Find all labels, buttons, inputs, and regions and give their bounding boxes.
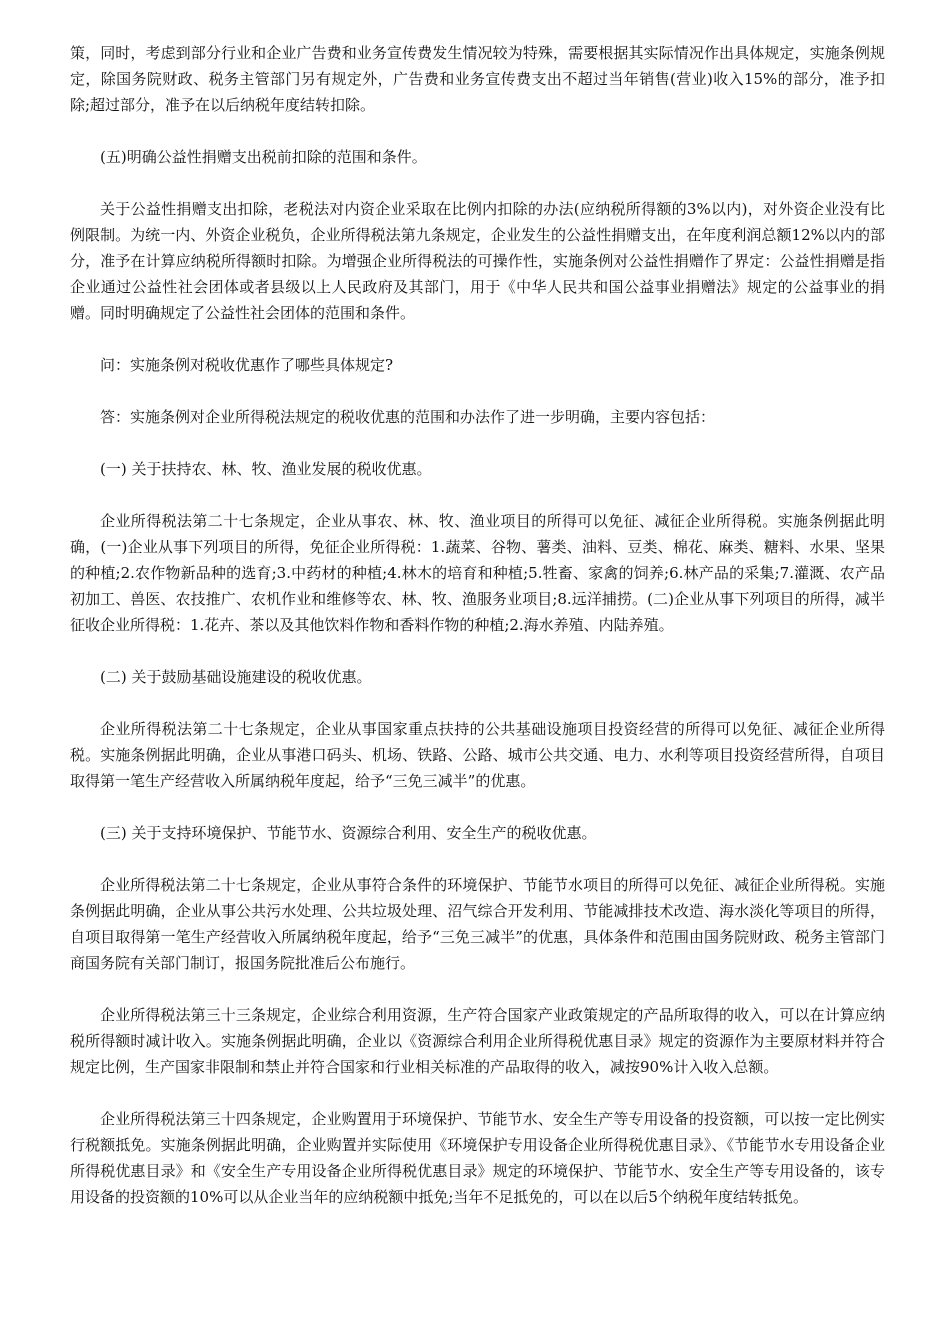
section-heading-infrastructure: (二) 关于鼓励基础设施建设的税收优惠。 — [100, 668, 372, 686]
section-heading-donation: (五)明确公益性捐赠支出税前扣除的范围和条件。 — [100, 148, 427, 166]
paragraph-equipment-credit: 企业所得税法第三十四条规定，企业购置用于环境保护、节能节水、安全生产等专用设备的投资额，可以按一定比例实行税额抵免。实施条例据此明确，企业购置并实际使用《环境保护专用设备企业所得税优惠目录》、《节能节水专用设备企业所得税优惠目录》和《安全生产专用设备企业所得税优惠目录》规定的环境保护、节能节水、安全生产等专用设备的，该专用设备的投资额的10%可以从企业当年的应纳税额中抵免;当年不足抵免的，可以在以后5个纳税年度结转抵免。 — [70, 1110, 885, 1206]
paragraph-advertising-continuation: 策，同时，考虑到部分行业和企业广告费和业务宣传费发生情况较为特殊，需要根据其实际情况作出具体规定，实施条例规定，除国务院财政、税务主管部门另有规定外，广告费和业务宣传费支出不超过当年销售(营业)收入15%的部分，准予扣除;超过部分，准予在以后纳税年度结转扣除。 — [70, 44, 885, 114]
section-heading-agriculture: (一) 关于扶持农、林、牧、渔业发展的税收优惠。 — [100, 460, 432, 478]
paragraph-donation-deduction: 关于公益性捐赠支出扣除，老税法对内资企业采取在比例内扣除的办法(应纳税所得额的3%以内)，对外资企业没有比例限制。为统一内、外资企业税负，企业所得税法第九条规定，企业发生的公益性捐赠支出，在年度利润总额12%以内的部分，准予在计算应纳税所得额时扣除。为增强企业所得税法的可操作性，实施条例对公益性捐赠作了界定：公益性捐赠是指企业通过公益性社会团体或者县级以上人民政府及其部门，用于《中华人民共和国公益事业捐赠法》规定的公益事业的捐赠。同时明确规定了公益性社会团体的范围和条件。 — [70, 200, 885, 322]
question-tax-incentives: 问：实施条例对税收优惠作了哪些具体规定? — [100, 356, 394, 374]
section-heading-environment: (三) 关于支持环境保护、节能节水、资源综合利用、安全生产的税收优惠。 — [100, 824, 597, 842]
paragraph-infrastructure: 企业所得税法第二十七条规定，企业从事国家重点扶持的公共基础设施项目投资经营的所得可以免征、减征企业所得税。实施条例据此明确，企业从事港口码头、机场、铁路、公路、城市公共交通、电力、水利等项目投资经营所得，自项目取得第一笔生产经营收入所属纳税年度起，给予“三免三减半”的优惠。 — [70, 720, 885, 790]
document-page — [70, 40, 885, 1236]
paragraph-agriculture: 企业所得税法第二十七条规定，企业从事农、林、牧、渔业项目的所得可以免征、减征企业所得税。实施条例据此明确，(一)企业从事下列项目的所得，免征企业所得税：1.蔬菜、谷物、薯类、油料、豆类、棉花、麻类、糖料、水果、坚果的种植;2.农作物新品种的选育;3.中药材的种植;4.林木的培育和种植;5.牲畜、家禽的饲养;6.林产品的采集;7.灌溉、农产品初加工、兽医、农技推广、农机作业和维修等农、林、牧、渔服务业项目;8.远洋捕捞。(二)企业从事下列项目的所得，减半征收企业所得税：1.花卉、茶以及其他饮料作物和香料作物的种植;2.海水养殖、内陆养殖。 — [70, 512, 885, 634]
paragraph-resource-utilization: 企业所得税法第三十三条规定，企业综合利用资源，生产符合国家产业政策规定的产品所取得的收入，可以在计算应纳税所得额时减计收入。实施条例据此明确，企业以《资源综合利用企业所得税优惠目录》规定的资源作为主要原材料并符合规定比例，生产国家非限制和禁止并符合国家和行业相关标准的产品取得的收入，减按90%计入收入总额。 — [70, 1006, 885, 1076]
answer-tax-incentives: 答：实施条例对企业所得税法规定的税收优惠的范围和办法作了进一步明确，主要内容包括： — [100, 408, 716, 426]
paragraph-environment-projects: 企业所得税法第二十七条规定，企业从事符合条件的环境保护、节能节水项目的所得可以免征、减征企业所得税。实施条例据此明确，企业从事公共污水处理、公共垃圾处理、沼气综合开发利用、节能减排技术改造、海水淡化等项目的所得，自项目取得第一笔生产经营收入所属纳税年度起，给予“三免三减半”的优惠，具体条件和范围由国务院财政、税务主管部门商国务院有关部门制订，报国务院批准后公布施行。 — [70, 876, 885, 972]
